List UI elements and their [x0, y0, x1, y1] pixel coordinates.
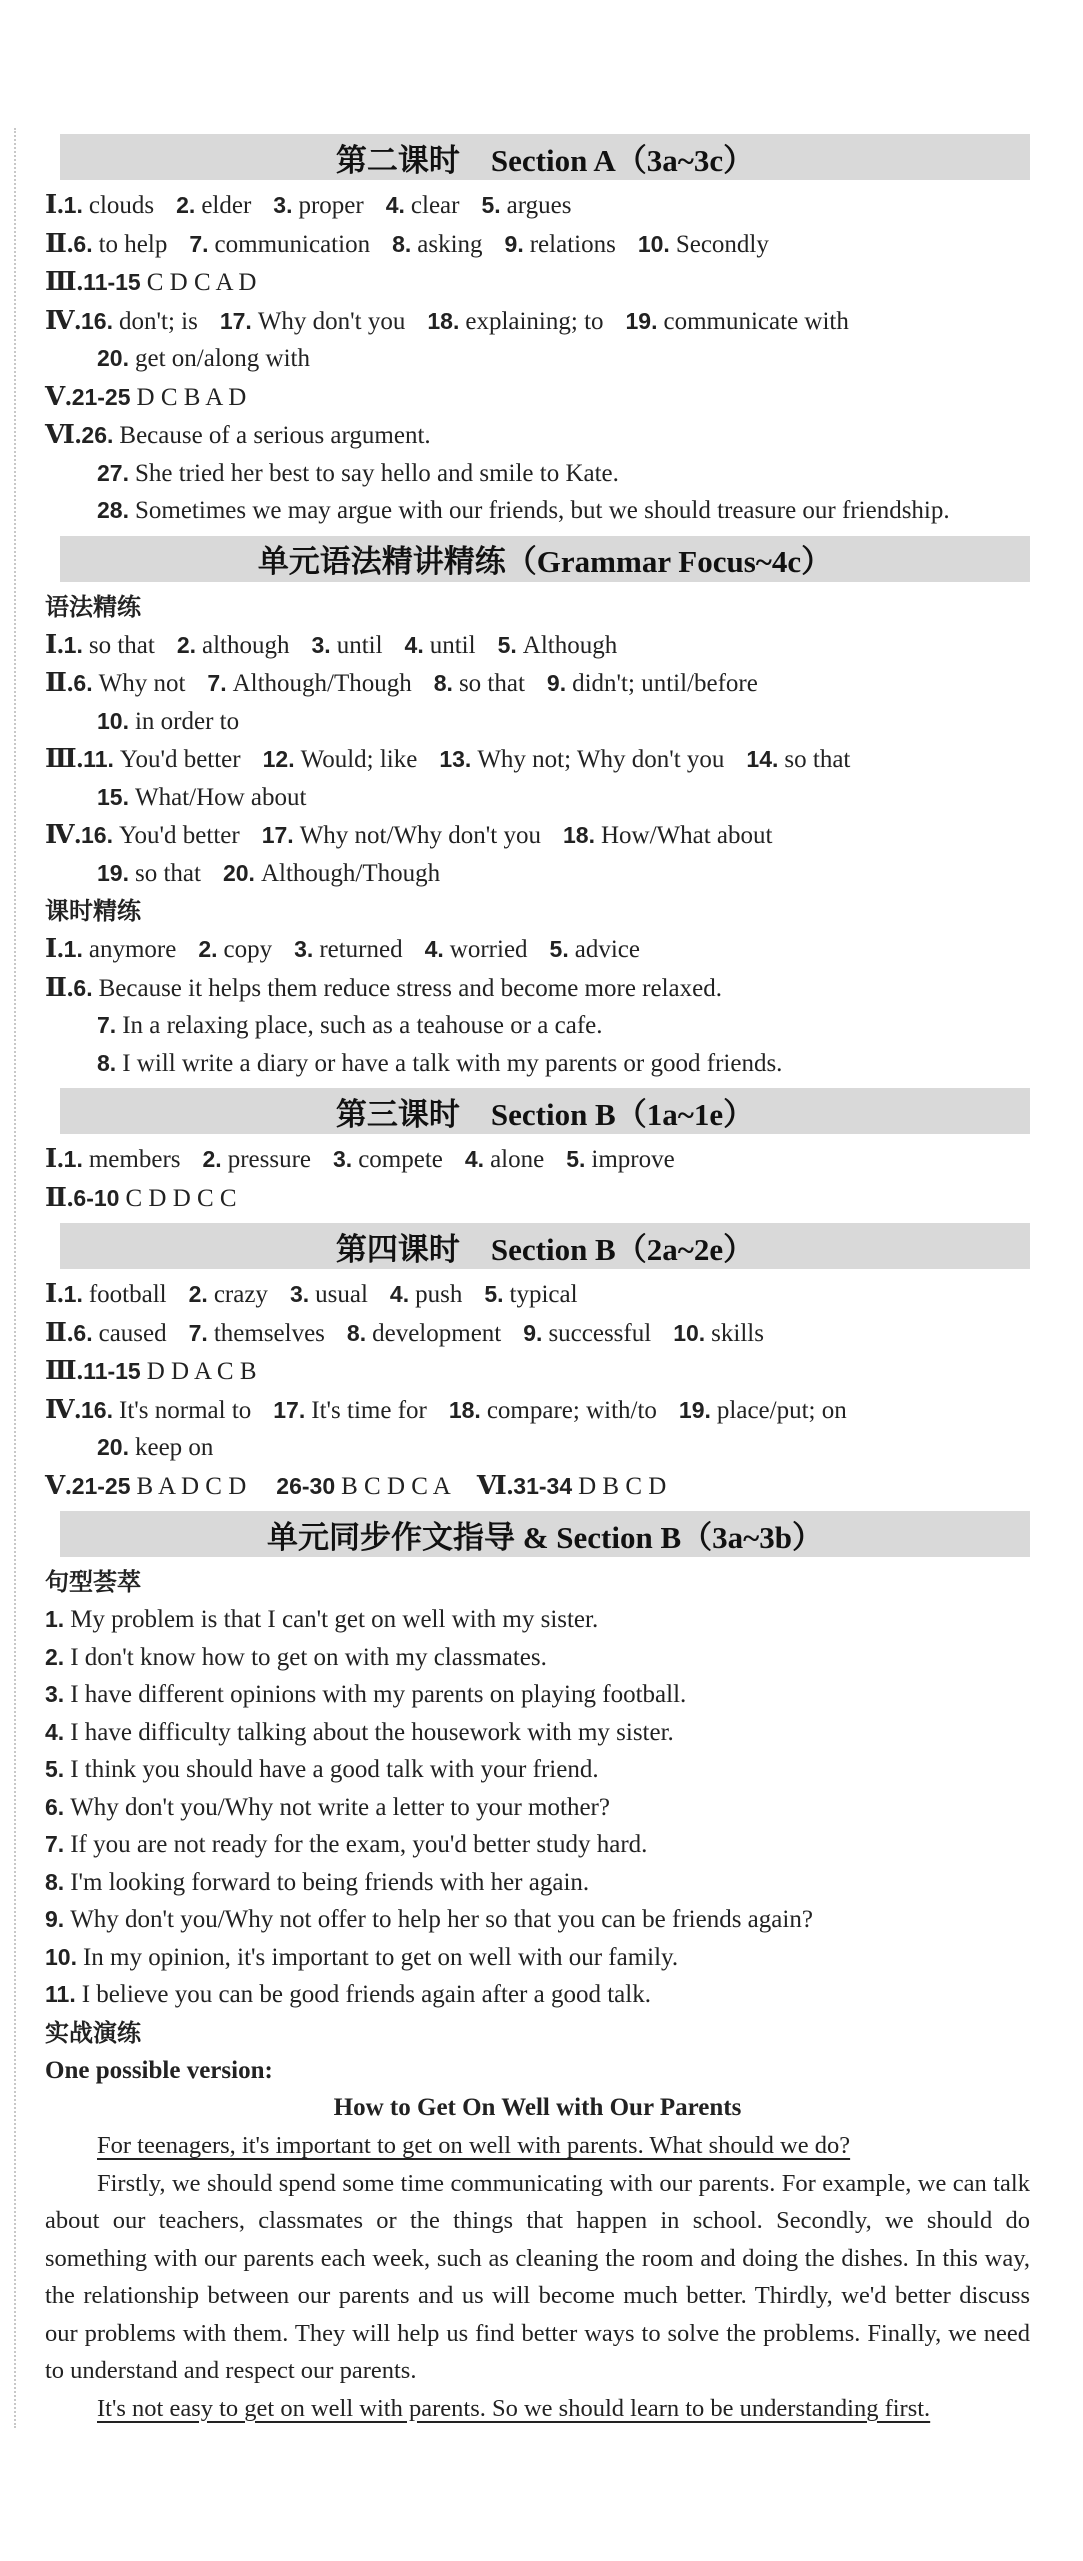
answer-item — [223, 860, 440, 887]
row-1-4: Ⅳ.16. don't; is 17. Why don't you 18. explaining; to 19. communicate with — [45, 302, 1030, 341]
answer-number: 5. — [566, 1146, 586, 1172]
items — [97, 784, 328, 811]
sentence-number: 1. — [45, 1606, 65, 1632]
answer-text: elder — [201, 192, 252, 219]
answer-text: so that — [134, 859, 201, 887]
row-1-3: Ⅲ.11-15 C D C A D — [45, 267, 257, 296]
answer-text: typical — [509, 1281, 578, 1308]
answer-item — [97, 860, 201, 887]
answer-number: 9. — [523, 1319, 543, 1346]
answer-number: 20. — [97, 1434, 129, 1460]
answer-number: 15. — [97, 783, 129, 810]
answer-text: themselves — [213, 1319, 325, 1347]
row-4-5: Ⅴ.21-25 B A D C D 26-30 B C D C A Ⅵ.31-34 D B C D — [45, 1470, 667, 1500]
answer-text: successful — [548, 1319, 652, 1347]
items — [81, 1397, 869, 1424]
sentence-text: If you are not ready for the exam, you'd better study hard. — [70, 1831, 648, 1858]
subheading-lesson: 课时精练 — [45, 897, 141, 925]
sentence-text: I have different opinions with my parents on playing football. — [70, 1681, 687, 1708]
answer-item — [64, 1146, 181, 1173]
answer-text: usual — [315, 1281, 368, 1308]
subheading-practice: 实战演练 — [45, 2018, 141, 2047]
answer-text: place/put; on — [716, 1396, 847, 1424]
answer-number: 2. — [176, 192, 196, 218]
sentence-number: 5. — [45, 1756, 65, 1782]
answer-item — [73, 670, 185, 697]
answer-number: 8. — [392, 230, 412, 257]
sentence-item — [45, 1864, 1030, 1902]
answer-text: compete — [358, 1146, 443, 1173]
answer-number: 6. — [73, 1319, 93, 1346]
answer-item — [64, 192, 154, 219]
answer-item — [386, 192, 460, 219]
answer-number: 17. — [273, 1396, 306, 1423]
row-2-3: Ⅲ.11. You'd better 12. Would; like 13. Why not; Why don't you 14. so that — [45, 740, 1030, 779]
answer-number: 20. — [97, 345, 129, 371]
answer-text: skills — [711, 1319, 764, 1347]
answer-number: 8. — [433, 670, 453, 696]
sentence-number: 7. — [45, 1831, 65, 1857]
answer-item — [97, 784, 306, 811]
essay-title: How to Get On Well with Our Parents — [333, 2094, 742, 2121]
sentence-text: I believe you can be good friends again after a good talk. — [81, 1981, 651, 2008]
answer-item — [73, 1320, 166, 1347]
answer-text: Would; like — [300, 746, 418, 773]
sentence-list — [45, 1601, 1030, 2014]
answer-text: anymore — [88, 936, 177, 963]
items — [64, 936, 662, 963]
answer-number: 3. — [333, 1146, 353, 1172]
answer-text: don't; is — [119, 307, 198, 335]
answer-number: 5. — [481, 192, 501, 218]
answer-text: Although/Though — [260, 859, 441, 887]
answer-item — [449, 1397, 657, 1424]
items — [97, 1434, 235, 1461]
section-header-5: 单元同步作文指导 & Section B（3a~3b） — [60, 1511, 1030, 1557]
answer-text: although — [202, 631, 290, 659]
sentence-item — [45, 1751, 1030, 1789]
items — [73, 1320, 786, 1347]
answer-text: Although — [522, 631, 618, 659]
answer-number: 9. — [504, 230, 524, 257]
answer-number: 4. — [424, 936, 444, 962]
answer-text: clouds — [88, 192, 155, 219]
items — [64, 1146, 697, 1173]
answer-text: pressure — [227, 1146, 311, 1173]
answer-text: alone — [490, 1146, 545, 1173]
items — [64, 632, 640, 659]
answer-number: 10. — [637, 230, 670, 257]
answer-number: 1. — [63, 192, 83, 218]
answer-text: advice — [574, 936, 640, 963]
answer-item — [220, 308, 406, 335]
answer-text: so that — [88, 631, 155, 659]
answer-page — [45, 128, 1030, 2427]
answer-item — [97, 1434, 213, 1461]
answer-number: 19. — [97, 859, 129, 886]
answer-text: Why not; Why don't you — [477, 746, 725, 773]
answer-item — [481, 192, 571, 219]
answer-text: explaining; to — [465, 307, 604, 335]
row-3-1: Ⅰ.1. members 2. pressure 3. compete 4. alone 5. improve — [45, 1140, 1030, 1179]
answer-item — [176, 192, 251, 219]
answer-text: asking — [417, 230, 483, 258]
answer-item — [566, 1146, 675, 1173]
answer-number: 1. — [63, 1146, 83, 1172]
answer-item — [405, 632, 476, 659]
row-2-4: Ⅳ.16. You'd better 17. Why not/Why don't you 18. How/What about — [45, 816, 1030, 855]
answer-item — [262, 822, 541, 849]
sentence-item — [45, 1714, 1030, 1752]
answer-number: 6. — [73, 670, 93, 696]
answer-text: proper — [298, 192, 364, 219]
sentence-number: 6. — [45, 1793, 65, 1820]
answer-item — [563, 822, 772, 849]
answer-number: 7. — [188, 1319, 208, 1346]
sentence-number: 4. — [45, 1718, 65, 1745]
answer-item — [290, 1281, 368, 1308]
answer-text: crazy — [213, 1281, 268, 1308]
answer-number: 17. — [219, 307, 252, 334]
sentence-number: 8. — [45, 1868, 65, 1895]
answer-item — [64, 1281, 167, 1308]
answer-item — [273, 1397, 427, 1424]
answer-item — [333, 1146, 443, 1173]
answer-number: 13. — [439, 746, 472, 772]
sentence-text: I don't know how to get on with my classmates. — [70, 1643, 547, 1671]
answer-text: You'd better — [119, 822, 240, 849]
answer-text: Secondly — [675, 230, 769, 258]
answer-number: 2. — [176, 631, 197, 658]
answer-number: 14. — [746, 746, 779, 772]
row-2-7: 7. In a relaxing place, such as a teahouse or a cafe. — [97, 1012, 603, 1039]
row-1-7: 27. She tried her best to say hello and smile to Kate. — [97, 459, 619, 487]
answer-number: 20. — [222, 859, 255, 886]
sentence-item — [45, 1601, 1030, 1639]
answer-number: 5. — [549, 936, 569, 962]
essay-paragraph-2: Firstly, we should spend some time communicating with our parents. For example, we can talk about our teachers, classmates or the things that happen in school. Secondly, we should do something with our parents each week, such as cleaning the room and doing the dishes. In this way, the relationship between our parents and us will become much better. Thirdly, we'd better discuss our problems with them. They will help us find better ways to solve the problems. Finally, we need to understand and respect our parents. — [45, 2169, 1030, 2384]
items — [97, 860, 462, 887]
answer-text: returned — [319, 936, 403, 963]
section-header-1: 第二课时 Section A（3a~3c） — [60, 134, 1030, 180]
sentence-text: My problem is that I can't get on well with my sister. — [70, 1606, 599, 1633]
answer-item — [505, 231, 616, 258]
answer-item — [294, 936, 402, 963]
answer-number: 11. — [83, 746, 114, 772]
version-label: One possible version: — [45, 2056, 273, 2084]
answer-text: You'd better — [119, 746, 241, 773]
sentence-text: I have difficulty talking about the housework with my sister. — [70, 1718, 674, 1746]
section-header-3: 第三课时 Section B（1a~1e） — [60, 1088, 1030, 1134]
answer-text: until — [429, 631, 476, 659]
answer-item — [273, 192, 363, 219]
answer-number: 18. — [563, 822, 595, 848]
answer-item — [425, 936, 528, 963]
answer-number: 3. — [273, 192, 293, 218]
sentence-number: 3. — [45, 1681, 65, 1707]
answer-text: development — [372, 1319, 502, 1347]
answer-number: 6. — [73, 230, 93, 257]
answer-item — [626, 308, 849, 335]
answer-number: 1. — [63, 1281, 83, 1307]
sentence-item — [45, 1826, 1030, 1864]
answer-number: 10. — [97, 707, 129, 734]
answer-number: 5. — [497, 631, 517, 658]
answer-item — [81, 308, 198, 335]
sentence-number: 11. — [45, 1981, 76, 2007]
answer-number: 19. — [678, 1396, 711, 1423]
answer-number: 3. — [294, 936, 314, 962]
answer-number: 7. — [189, 230, 209, 257]
answer-text: What/How about — [134, 783, 307, 811]
sentence-item — [45, 1639, 1030, 1677]
items — [64, 1281, 600, 1308]
row-1-4-cont — [45, 340, 1030, 378]
answer-number: 16. — [81, 307, 113, 334]
answer-text: Why don't you — [257, 307, 406, 335]
answer-item — [434, 670, 525, 697]
sentence-text: Why don't you/Why not offer to help her so that you can be friends again? — [70, 1906, 813, 1933]
answer-item — [347, 1320, 501, 1347]
answer-item — [64, 632, 155, 659]
answer-number: 4. — [404, 631, 424, 658]
answer-item — [465, 1146, 544, 1173]
items — [97, 708, 261, 735]
answer-item — [484, 1281, 577, 1308]
answer-item — [81, 1397, 251, 1424]
answer-item — [439, 746, 724, 773]
row-1-8: 28. Sometimes we may argue with our friends, but we should treasure our friendship. — [97, 497, 950, 524]
items — [81, 822, 794, 849]
row-4-4-cont — [45, 1429, 1030, 1467]
row-2-5: Ⅰ.1. anymore 2. copy 3. returned 4. worried 5. advice — [45, 930, 1030, 969]
answer-item — [177, 632, 290, 659]
answer-text: football — [88, 1281, 167, 1308]
answer-text: get on/along with — [134, 345, 310, 372]
answer-number: 2. — [198, 936, 218, 962]
answer-number: 18. — [427, 307, 460, 334]
sentence-text: In my opinion, it's important to get on well with our family. — [82, 1943, 679, 1971]
answer-item — [679, 1397, 847, 1424]
answer-number: 4. — [385, 192, 405, 218]
answer-item — [189, 231, 370, 258]
answer-item — [73, 231, 167, 258]
section-header-2: 单元语法精讲精练（Grammar Focus~4c） — [60, 536, 1030, 582]
answer-text: communication — [214, 230, 371, 258]
answer-number: 9. — [546, 670, 567, 696]
answer-number: 4. — [464, 1146, 485, 1172]
answer-item — [673, 1320, 764, 1347]
answer-number: 3. — [311, 631, 331, 658]
answer-number: 17. — [261, 822, 294, 848]
row-1-6: Ⅵ.26. Because of a serious argument. — [45, 420, 431, 449]
answer-number: 2. — [188, 1281, 208, 1307]
answer-item — [638, 231, 769, 258]
answer-text: worried — [449, 936, 528, 963]
sentence-number: 9. — [45, 1906, 65, 1932]
sentence-number: 2. — [45, 1643, 65, 1670]
essay-paragraph-1: For teenagers, it's important to get on well with parents. What should we do? — [97, 2132, 851, 2159]
answer-text: It's time for — [311, 1396, 427, 1424]
sentence-item — [45, 1789, 1030, 1827]
row-2-2-cont — [45, 703, 1030, 741]
row-2-1: Ⅰ.1. so that 2. although 3. until 4. until 5. Although — [45, 626, 1030, 665]
sentence-item — [45, 1676, 1030, 1714]
answer-number: 2. — [202, 1146, 222, 1172]
answer-text: It's normal to — [119, 1396, 252, 1424]
answer-text: in order to — [134, 707, 240, 735]
row-4-4: Ⅳ.16. It's normal to 17. It's time for 18. compare; with/to 19. place/put; on — [45, 1391, 1030, 1430]
row-2-3-cont — [45, 779, 1030, 817]
row-2-2: Ⅱ.6. Why not 7. Although/Though 8. so that 9. didn't; until/before — [45, 664, 1030, 703]
sentence-item — [45, 1976, 1030, 2014]
answer-item — [97, 708, 239, 735]
answer-item — [427, 308, 603, 335]
answer-text: Why not — [98, 670, 186, 697]
answer-text: communicate with — [663, 307, 849, 335]
answer-item — [207, 670, 411, 697]
answer-number: 1. — [63, 936, 83, 962]
answer-item — [83, 746, 240, 773]
items — [83, 746, 872, 773]
answer-item — [312, 632, 383, 659]
row-1-2: Ⅱ.6. to help 7. communication 8. asking 9. relations 10. Secondly — [45, 225, 1030, 264]
answer-item — [97, 345, 310, 372]
answer-number: 19. — [625, 307, 658, 334]
answer-item — [64, 936, 177, 963]
answer-text: clear — [410, 192, 460, 219]
row-2-8: 8. I will write a diary or have a talk with my parents or good friends. — [97, 1049, 783, 1077]
answer-text: members — [88, 1146, 181, 1173]
answer-number: 8. — [346, 1319, 367, 1346]
answer-text: until — [336, 631, 383, 659]
items — [64, 192, 594, 219]
answer-item — [523, 1320, 651, 1347]
answer-number: 12. — [262, 746, 295, 772]
sentence-item — [45, 1901, 1030, 1939]
essay-paragraph-3: It's not easy to get on well with parents. So we should learn to be understanding first. — [97, 2394, 931, 2422]
answer-number: 5. — [484, 1281, 504, 1307]
answer-number: 10. — [673, 1319, 706, 1346]
sentence-item — [45, 1939, 1030, 1977]
answer-text: compare; with/to — [486, 1396, 657, 1424]
answer-text: keep on — [134, 1434, 214, 1461]
answer-item — [198, 936, 272, 963]
answer-item — [203, 1146, 312, 1173]
answer-item — [498, 632, 618, 659]
margin-dotted-line — [14, 128, 16, 2428]
answer-item — [550, 936, 640, 963]
items — [81, 308, 871, 335]
answer-item — [189, 1320, 325, 1347]
answer-text: caused — [98, 1319, 167, 1347]
answer-item — [189, 1281, 268, 1308]
section-header-4: 第四课时 Section B（2a~2e） — [60, 1223, 1030, 1269]
answer-text: Why not/Why don't you — [299, 822, 541, 849]
sentence-number: 10. — [45, 1943, 77, 1970]
answer-number: 3. — [289, 1281, 310, 1307]
answer-text: didn't; until/before — [572, 670, 758, 697]
answer-text: improve — [591, 1146, 675, 1173]
row-4-1: Ⅰ.1. football 2. crazy 3. usual 4. push 5. typical — [45, 1275, 1030, 1314]
answer-text: push — [415, 1281, 463, 1308]
items — [73, 231, 790, 258]
answer-item — [746, 746, 850, 773]
items — [97, 345, 332, 372]
answer-text: How/What about — [600, 822, 773, 849]
answer-text: copy — [223, 936, 273, 963]
row-4-2: Ⅱ.6. caused 7. themselves 8. development 9. successful 10. skills — [45, 1314, 1030, 1353]
answer-number: 16. — [81, 1396, 113, 1423]
row-2-6: Ⅱ.6. Because it helps them reduce stress and become more relaxed. — [45, 972, 722, 1002]
answer-number: 18. — [448, 1396, 481, 1423]
answer-text: relations — [529, 230, 616, 258]
answer-text: so that — [458, 670, 525, 697]
answer-text: argues — [506, 192, 572, 219]
answer-text: to help — [98, 230, 168, 258]
sentence-text: Why don't you/Why not write a letter to your mother? — [70, 1793, 610, 1821]
answer-text: so that — [784, 746, 851, 773]
answer-number: 4. — [389, 1281, 410, 1307]
answer-number: 1. — [63, 631, 83, 658]
items — [73, 670, 779, 697]
row-3-2: Ⅱ.6-10 C D D C C — [45, 1182, 237, 1212]
sentence-text: I'm looking forward to being friends with her again. — [70, 1868, 590, 1896]
sentence-text: I think you should have a good talk with your friend. — [70, 1756, 599, 1783]
answer-item — [390, 1281, 462, 1308]
answer-text: Although/Though — [232, 670, 412, 697]
row-2-4-cont — [45, 855, 1030, 893]
answer-item — [547, 670, 758, 697]
subheading-grammar: 语法精练 — [45, 592, 141, 621]
row-4-3: Ⅲ.11-15 D D A C B — [45, 1356, 257, 1385]
subheading-sentences: 句型荟萃 — [45, 1568, 141, 1596]
answer-number: 7. — [207, 670, 227, 696]
row-1-5: Ⅴ.21-25 D C B A D — [45, 381, 247, 411]
answer-item — [392, 231, 482, 258]
answer-item — [263, 746, 418, 773]
row-1-1: Ⅰ.1. clouds 2. elder 3. proper 4. clear 5. argues — [45, 186, 1030, 225]
answer-number: 16. — [81, 822, 113, 848]
answer-item — [81, 822, 240, 849]
